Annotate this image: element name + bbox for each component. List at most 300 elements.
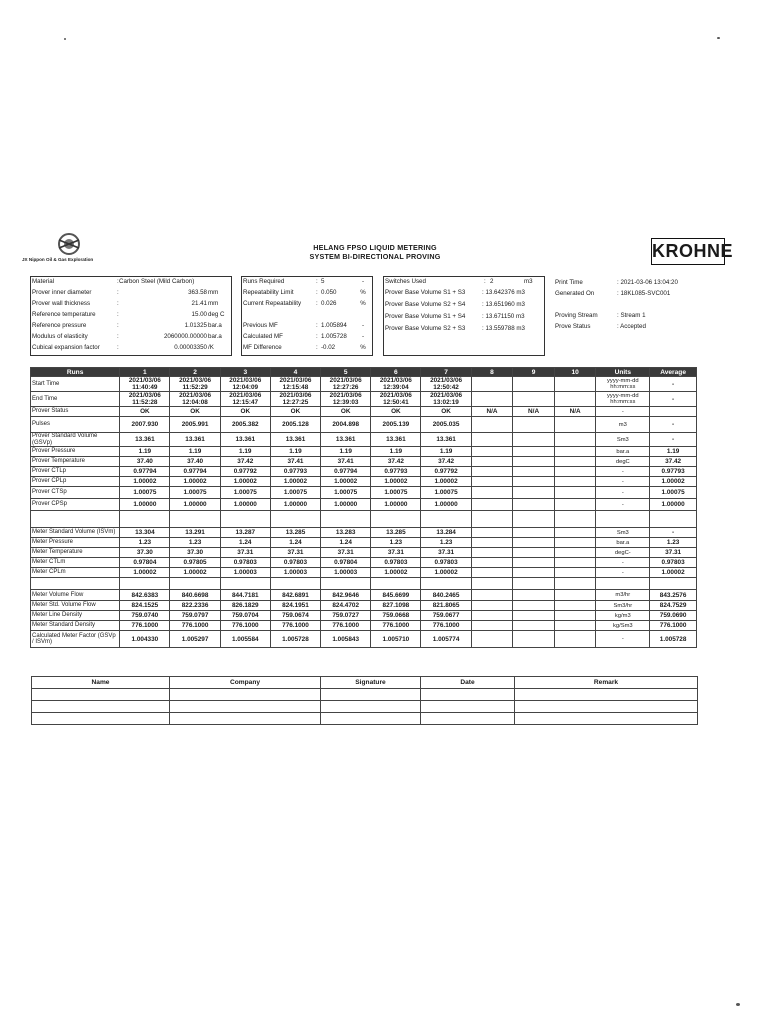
run-cell	[371, 377, 421, 392]
row-label: Meter Standard Volume (ISVm)	[31, 528, 120, 538]
unit-cell: -	[596, 487, 650, 499]
run-cell: 1.004330	[120, 631, 170, 648]
run-cell: 759.0797	[170, 611, 220, 621]
average-cell: -	[650, 417, 697, 433]
prover-info-unit: mm	[208, 289, 219, 296]
row-label: Meter Pressure	[31, 538, 120, 548]
run-cell: 1.23	[170, 538, 220, 548]
run-cell	[554, 417, 596, 433]
run-cell	[270, 392, 320, 407]
run-cell: 1.00002	[270, 477, 320, 487]
signature-cell[interactable]	[32, 689, 170, 701]
run-cell: 1.19	[321, 447, 371, 457]
run-cell	[554, 621, 596, 631]
prover-base-volume-value: : 13.651960 m3	[482, 301, 526, 308]
run-cell: OK	[421, 407, 471, 417]
repeatability-sep: :	[316, 322, 318, 329]
run-cell	[421, 392, 471, 407]
print-info-value: : 18KL085-SVC001	[617, 290, 671, 297]
repeatability-value: 1.005728	[321, 333, 347, 340]
run-cell	[270, 511, 320, 528]
run-cell	[270, 377, 320, 392]
run-cell: 37.31	[321, 548, 371, 558]
table-row	[31, 377, 697, 392]
prover-info-sep: :	[117, 289, 119, 296]
prover-info-unit: mm	[208, 300, 219, 307]
average-cell: 824.7529	[650, 601, 697, 611]
run-cell: 1.00002	[220, 477, 270, 487]
repeatability-label: Calculated MF	[243, 333, 283, 340]
run-cell	[120, 377, 170, 392]
repeatability-value: 0.050	[321, 289, 337, 296]
row-label: Pulses	[31, 417, 120, 433]
run-cell: 1.24	[321, 538, 371, 548]
run-cell: 0.97803	[270, 558, 320, 568]
run-cell: OK	[120, 407, 170, 417]
run-cell	[471, 590, 513, 601]
prover-info-label: Prover wall thickness	[32, 300, 91, 307]
row-label: Meter Temperature	[31, 548, 120, 558]
prover-info-label: Modulus of elasticity	[32, 333, 88, 340]
table-row	[31, 568, 697, 578]
run-cell	[513, 631, 555, 648]
unit-cell: -	[596, 407, 650, 417]
signature-cell[interactable]	[421, 713, 515, 725]
run-cell: 1.00000	[170, 499, 220, 511]
prover-info-sep: :	[117, 278, 119, 285]
print-info-label: Generated On	[555, 290, 595, 297]
run-cell: 1.00002	[170, 477, 220, 487]
prover-info-unit: bar.a	[208, 322, 222, 329]
run-cell	[471, 558, 513, 568]
run-cell	[471, 548, 513, 558]
run-cell: 2005.382	[220, 417, 270, 433]
average-cell: -	[650, 433, 697, 447]
prover-info-sep: :	[117, 333, 119, 340]
signature-cell[interactable]	[321, 689, 421, 701]
run-cell: 37.30	[120, 548, 170, 558]
run-cell	[513, 447, 555, 457]
run-cell: 759.0677	[421, 611, 471, 621]
signature-cell[interactable]	[421, 701, 515, 713]
prover-base-volume-value: : 13.642376 m3	[482, 289, 526, 296]
jx-logo-icon	[54, 233, 84, 257]
prover-info-value: 1.01325	[184, 322, 207, 329]
run-cell-line: 12:04:08	[182, 399, 208, 406]
run-cell: 0.97792	[421, 467, 471, 477]
run-cell: 37.31	[371, 548, 421, 558]
signature-table	[31, 676, 698, 725]
unit-cell: bar.a	[596, 447, 650, 457]
run-cell: 842.6383	[120, 590, 170, 601]
prover-info-label: Reference temperature	[32, 311, 96, 318]
run-cell: 1.00000	[371, 499, 421, 511]
signature-row	[32, 701, 698, 713]
run-cell: 822.2336	[170, 601, 220, 611]
prover-info-value: 15.00	[191, 311, 207, 318]
print-info	[555, 279, 735, 339]
runs-header-cell: 2	[170, 368, 220, 377]
run-cell: 13.283	[321, 528, 371, 538]
run-cell	[554, 487, 596, 499]
run-cell	[471, 538, 513, 548]
run-cell	[471, 601, 513, 611]
run-cell: 1.00002	[170, 568, 220, 578]
signature-cell[interactable]	[321, 701, 421, 713]
table-row	[31, 538, 697, 548]
run-cell	[170, 392, 220, 407]
signature-cell[interactable]	[515, 701, 698, 713]
run-cell: 842.9646	[321, 590, 371, 601]
run-cell: 1.00075	[170, 487, 220, 499]
run-cell	[513, 377, 555, 392]
table-row	[31, 407, 697, 417]
signature-cell[interactable]	[321, 713, 421, 725]
signature-header-cell: Date	[421, 677, 515, 689]
run-cell-line: 2021/03/06	[379, 392, 412, 399]
run-cell	[471, 417, 513, 433]
run-cell-line: 2021/03/06	[179, 377, 212, 384]
run-cell: 13.361	[421, 433, 471, 447]
unit-cell: yyyy-mm-dd hh:mm:ss	[596, 377, 650, 392]
run-cell: 1.00002	[321, 477, 371, 487]
runs-header-cell: 3	[220, 368, 270, 377]
unit-cell: kg/m3	[596, 611, 650, 621]
run-cell: 13.361	[120, 433, 170, 447]
repeatability-unit: %	[360, 300, 366, 307]
run-cell-line: 12:15:47	[232, 399, 259, 406]
run-cell: OK	[220, 407, 270, 417]
unit-cell: kg/Sm3	[596, 621, 650, 631]
run-cell	[471, 457, 513, 467]
run-cell-line: 12:39:03	[332, 399, 359, 406]
run-cell: 1.00000	[321, 499, 371, 511]
run-cell	[170, 511, 220, 528]
run-cell: 1.005710	[371, 631, 421, 648]
run-cell-line: 12:27:25	[282, 399, 309, 406]
signature-header-cell: Signature	[321, 677, 421, 689]
unit-cell	[596, 511, 650, 528]
row-label: Prover Pressure	[31, 447, 120, 457]
run-cell	[554, 611, 596, 621]
table-row	[31, 457, 697, 467]
row-label: Prover CPSp	[31, 499, 120, 511]
run-cell	[321, 511, 371, 528]
repeatability-value: 5	[321, 278, 325, 285]
run-cell: 1.19	[170, 447, 220, 457]
run-cell-line: 11:52:29	[182, 384, 208, 391]
run-cell: 2004.898	[321, 417, 371, 433]
signature-cell[interactable]	[421, 689, 515, 701]
repeatability-label: Runs Required	[243, 278, 285, 285]
average-cell: 776.1000	[650, 621, 697, 631]
run-cell-line: 2021/03/06	[279, 392, 312, 399]
run-cell	[321, 578, 371, 590]
run-cell-line: 11:40:49	[132, 384, 158, 391]
prover-info-label: Prover inner diameter	[32, 289, 92, 296]
run-cell	[220, 511, 270, 528]
run-cell	[554, 631, 596, 648]
run-cell: N/A	[513, 407, 555, 417]
runs-header-cell: 5	[321, 368, 371, 377]
run-cell: 0.97804	[120, 558, 170, 568]
table-row	[31, 392, 697, 407]
average-cell: 759.0690	[650, 611, 697, 621]
run-cell	[513, 568, 555, 578]
print-info-label: Prove Status	[555, 323, 591, 330]
run-cell: 1.005774	[421, 631, 471, 648]
run-cell	[471, 487, 513, 499]
run-cell: 759.0740	[120, 611, 170, 621]
run-cell: 37.42	[421, 457, 471, 467]
row-label: Start Time	[31, 377, 120, 392]
run-cell: OK	[371, 407, 421, 417]
table-row	[31, 631, 697, 648]
signature-cell[interactable]	[32, 713, 170, 725]
switches-used-sep: :	[484, 278, 486, 285]
run-cell-line: 12:39:04	[383, 384, 409, 391]
run-cell	[220, 578, 270, 590]
run-cell: 1.00000	[270, 499, 320, 511]
run-cell-line: 12:50:41	[383, 399, 409, 406]
run-cell	[371, 578, 421, 590]
run-cell	[471, 499, 513, 511]
print-info-label: Proving Stream	[555, 312, 598, 319]
run-cell: 840.6698	[170, 590, 220, 601]
run-cell: 824.4702	[321, 601, 371, 611]
runs-header-cell: 6	[371, 368, 421, 377]
run-cell	[513, 528, 555, 538]
run-cell: 1.00075	[371, 487, 421, 499]
print-info-value: : 2021-03-06 13:04:20	[617, 279, 678, 286]
scan-speck	[64, 38, 66, 40]
report-title-line1: HELANG FPSO LIQUID METERING	[313, 243, 437, 252]
runs-header-cell: 7	[421, 368, 471, 377]
run-cell	[471, 392, 513, 407]
run-cell: 1.00075	[421, 487, 471, 499]
table-row	[31, 433, 697, 447]
prover-base-volume-value: : 13.559788 m3	[482, 325, 526, 332]
run-cell	[421, 511, 471, 528]
run-cell: OK	[170, 407, 220, 417]
run-cell: 0.97803	[421, 558, 471, 568]
run-cell: 13.285	[371, 528, 421, 538]
run-cell-line: 2021/03/06	[279, 377, 312, 384]
runs-header-cell: 9	[513, 368, 555, 377]
run-cell	[513, 558, 555, 568]
run-cell: 0.97794	[120, 467, 170, 477]
run-cell-line: 11:52:28	[132, 399, 158, 406]
run-cell: 776.1000	[321, 621, 371, 631]
run-cell: 776.1000	[170, 621, 220, 631]
average-cell: 1.23	[650, 538, 697, 548]
average-cell	[650, 578, 697, 590]
run-cell	[321, 392, 371, 407]
run-cell: 13.361	[170, 433, 220, 447]
repeatability-box	[241, 276, 373, 356]
run-cell	[554, 548, 596, 558]
run-cell	[471, 631, 513, 648]
unit-cell: yyyy-mm-dd hh:mm:ss	[596, 392, 650, 407]
run-cell: 2005.035	[421, 417, 471, 433]
run-cell: 13.291	[170, 528, 220, 538]
run-cell-line: 2021/03/06	[229, 392, 262, 399]
run-cell: 1.19	[371, 447, 421, 457]
run-cell: 1.00002	[421, 477, 471, 487]
run-cell: 0.97793	[371, 467, 421, 477]
unit-cell: -	[596, 568, 650, 578]
prover-info-sep: :	[117, 300, 119, 307]
prover-info-unit: bar.a	[208, 333, 222, 340]
table-spacer-row	[31, 578, 697, 590]
run-cell	[513, 538, 555, 548]
repeatability-sep: :	[316, 289, 318, 296]
run-cell	[270, 578, 320, 590]
run-cell: 0.97794	[170, 467, 220, 477]
repeatability-unit: -	[361, 278, 365, 285]
run-cell: 0.97793	[270, 467, 320, 477]
run-cell: 1.00075	[220, 487, 270, 499]
row-label: Prover Temperature	[31, 457, 120, 467]
unit-cell: Sm3/hr	[596, 601, 650, 611]
run-cell: 13.284	[421, 528, 471, 538]
signature-cell[interactable]	[515, 713, 698, 725]
run-cell	[471, 621, 513, 631]
runs-table-header	[31, 368, 697, 377]
repeatability-sep: :	[316, 333, 318, 340]
run-cell: 0.97804	[321, 558, 371, 568]
row-label: Meter Line Density	[31, 611, 120, 621]
average-cell	[650, 407, 697, 417]
average-cell: -	[650, 392, 697, 407]
run-cell: 1.00002	[421, 568, 471, 578]
repeatability-sep: :	[316, 300, 318, 307]
runs-header-cell: 8	[471, 368, 513, 377]
run-cell: 37.31	[421, 548, 471, 558]
signature-cell[interactable]	[515, 689, 698, 701]
run-cell	[554, 499, 596, 511]
signature-cell[interactable]	[170, 689, 321, 701]
run-cell	[170, 578, 220, 590]
switches-box	[383, 276, 545, 356]
run-cell	[471, 447, 513, 457]
run-cell-line: 2021/03/06	[430, 392, 463, 399]
run-cell: 845.6699	[371, 590, 421, 601]
average-cell: 0.97803	[650, 558, 697, 568]
run-cell: 1.00002	[120, 477, 170, 487]
company-logo	[22, 233, 122, 262]
signature-header-cell: Remark	[515, 677, 698, 689]
run-cell: 37.31	[270, 548, 320, 558]
signature-cell[interactable]	[32, 701, 170, 713]
prover-info-value: 363.58	[188, 289, 207, 296]
run-cell	[554, 578, 596, 590]
row-label: Prover Standard Volume (GSVp)	[31, 433, 120, 447]
row-label	[31, 511, 120, 528]
run-cell	[513, 487, 555, 499]
prover-info-value: 21.41	[191, 300, 207, 307]
run-cell: 37.42	[220, 457, 270, 467]
run-cell: 1.24	[270, 538, 320, 548]
unit-cell: Sm3	[596, 433, 650, 447]
signature-cell[interactable]	[170, 713, 321, 725]
table-row	[31, 548, 697, 558]
run-cell	[513, 433, 555, 447]
signature-row	[32, 689, 698, 701]
table-row	[31, 499, 697, 511]
run-cell-line: 2021/03/06	[329, 392, 362, 399]
run-cell	[471, 377, 513, 392]
run-cell	[471, 477, 513, 487]
repeatability-unit: -	[361, 322, 365, 329]
run-cell	[471, 578, 513, 590]
run-cell: 844.7181	[220, 590, 270, 601]
repeatability-sep: :	[316, 278, 318, 285]
company-logo-text: JX Nippon Oil & Gas Exploration	[22, 257, 94, 262]
table-row	[31, 467, 697, 477]
run-cell	[513, 590, 555, 601]
unit-cell: degC	[596, 457, 650, 467]
run-cell	[471, 568, 513, 578]
run-cell: 1.005584	[220, 631, 270, 648]
repeatability-unit: %	[360, 289, 366, 296]
switches-used-value: 2	[490, 278, 494, 285]
repeatability-unit: -	[361, 333, 365, 340]
prover-info-label: Material	[32, 278, 55, 285]
run-cell	[513, 499, 555, 511]
run-cell: 1.19	[421, 447, 471, 457]
run-cell: 37.31	[220, 548, 270, 558]
run-cell: 840.2465	[421, 590, 471, 601]
runs-header-cell: 4	[270, 368, 320, 377]
run-cell: 759.0727	[321, 611, 371, 621]
prover-base-volume-label: Prover Base Volume S1 + S3	[385, 289, 466, 296]
run-cell: 824.1525	[120, 601, 170, 611]
run-cell	[120, 511, 170, 528]
run-cell: 37.40	[120, 457, 170, 467]
unit-cell: -	[596, 631, 650, 648]
run-cell	[554, 433, 596, 447]
run-cell: 13.361	[270, 433, 320, 447]
run-cell: 826.1829	[220, 601, 270, 611]
run-cell: 1.005297	[170, 631, 220, 648]
run-cell	[513, 601, 555, 611]
table-row	[31, 611, 697, 621]
table-row	[31, 621, 697, 631]
run-cell: N/A	[554, 407, 596, 417]
run-cell	[371, 392, 421, 407]
average-cell: 1.19	[650, 447, 697, 457]
run-cell-line: 12:27:26	[332, 384, 359, 391]
print-info-value: : Stream 1	[617, 312, 646, 319]
run-cell	[554, 467, 596, 477]
prover-info-value: 0.00003350	[174, 344, 207, 351]
run-cell: 0.97805	[170, 558, 220, 568]
run-cell: 1.00000	[120, 499, 170, 511]
run-cell: 2005.128	[270, 417, 320, 433]
average-cell: 1.00002	[650, 568, 697, 578]
run-cell-line: 2021/03/06	[379, 377, 412, 384]
prover-base-volume-value: : 13.671150 m3	[482, 313, 525, 320]
run-cell	[471, 511, 513, 528]
signature-cell[interactable]	[170, 701, 321, 713]
run-cell	[554, 601, 596, 611]
run-cell	[554, 447, 596, 457]
run-cell	[170, 377, 220, 392]
run-cell	[421, 377, 471, 392]
run-cell	[220, 392, 270, 407]
run-cell: 1.00003	[321, 568, 371, 578]
